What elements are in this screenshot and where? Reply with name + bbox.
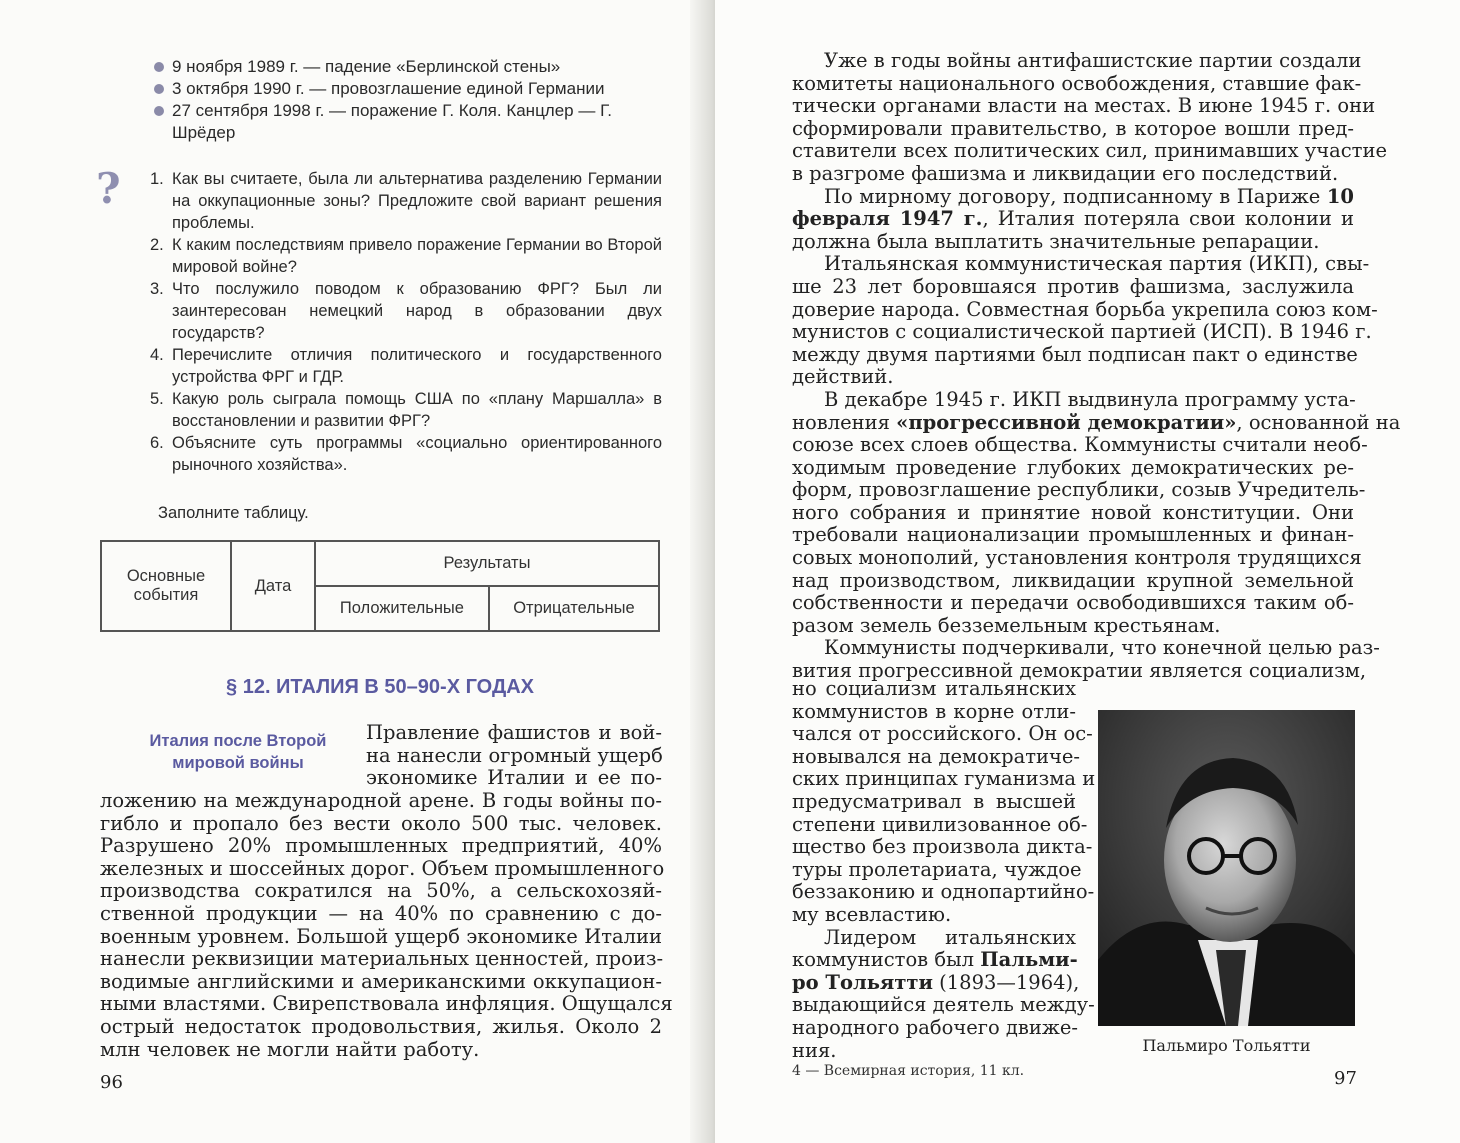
text-line: комитеты национального освобождения, ставшие фак- [792, 71, 1362, 95]
text-line: коммунистов в корне отли- [792, 699, 1076, 723]
text-line: должна была выплатить значительные репарации. [792, 229, 1320, 253]
fill-table-instruction: Заполните таблицу. [158, 504, 309, 522]
text-line: ских принципах гуманизма и [792, 767, 1096, 791]
text-line: между двумя партиями был подписан пакт о единстве [792, 342, 1358, 366]
table-header-positive: Положительные [315, 586, 489, 631]
bullet-icon [154, 106, 164, 116]
text-line: над производством, ликвидации крупной земельной [792, 568, 1354, 592]
portrait-image [1098, 710, 1355, 1026]
photo-caption: Пальмиро Тольятти [1142, 1036, 1311, 1055]
text-line: экономике Италии и ее по- [366, 766, 662, 790]
text-line: союзе всех слоев общества. Коммунисты считали необ- [792, 433, 1368, 457]
right-wrapped-text [792, 677, 1096, 1062]
review-questions [150, 168, 662, 476]
text-line: сформировали правительство, в которое вошли пред- [792, 116, 1354, 140]
text-line: производства сократился на 50%, а сельскохозяй- [100, 879, 662, 903]
text-line: форм, провозглашение республики, созыв Учредитель- [792, 478, 1366, 502]
text-line: военным уровнем. Большой ущерб экономике Италии [100, 924, 662, 948]
right-main-text [792, 49, 1401, 683]
text-line: По мирному договору, подписанному в Париже 10 [824, 184, 1354, 208]
bullet-icon [154, 84, 164, 94]
text-line: выдающийся деятель между- [792, 993, 1095, 1017]
portrait-photo [1098, 710, 1355, 1026]
question-item: 5. Какую роль сыграла помощь США по «плану Маршалла» в восстановлении и развитии ФРГ? [150, 390, 662, 430]
date-bullet: 3 октября 1990 г. — провозглашение единой Германии [152, 78, 672, 100]
left-page [0, 0, 715, 1143]
date-bullet: 9 ноября 1989 г. — падение «Берлинской стены» [152, 56, 672, 78]
text-line: ложению на международной арене. В годы войны по- [100, 789, 662, 812]
text-line: Уже в годы войны антифашистские партии создали [824, 49, 1362, 72]
table-header-date: Дата [231, 541, 315, 631]
text-line: В декабре 1945 г. ИКП выдвинула программу уста- [824, 387, 1356, 411]
page-number-left: 96 [100, 1072, 123, 1093]
question-mark-icon: ? [96, 164, 121, 213]
text-line: вития прогрессивной демократии является социализм, [792, 659, 1367, 683]
text-line: щество без произвола дикта- [792, 835, 1093, 859]
text-line: новывался на демократиче- [792, 744, 1081, 768]
text-line: туры пролетариата, чуждое [792, 857, 1082, 881]
text-line: тически органами власти на местах. В июне 1945 г. они [792, 94, 1376, 118]
footnote: 4 — Всемирная история, 11 кл. [792, 1063, 1025, 1079]
text-line: острый недостаток продовольствия, жилья. Около 2 [100, 1014, 662, 1038]
text-line: Правление фашистов и вой- [366, 721, 662, 744]
text-line: ственной продукции — на 40% по сравнению с до- [100, 901, 662, 925]
question-item: 1. Как вы считаете, была ли альтернатива разделению Германии на оккупационные зоны? Предложите свой вариант решения проблемы. [150, 170, 662, 232]
text-line: беззаконию и однопартийно- [792, 880, 1095, 904]
section-title: § 12. ИТАЛИЯ В 50–90-Х ГОДАХ [226, 676, 534, 698]
text-line: на нанесли огромный ущерб [366, 743, 663, 767]
text-line: совых монополий, установления контроля трудящихся [792, 546, 1362, 570]
text-line: ния. [792, 1038, 837, 1062]
text-line: действий. [792, 365, 894, 389]
text-line: доверие народа. Совместная борьба укрепила союз ком- [792, 297, 1378, 321]
intro-paragraph [100, 789, 673, 1061]
text-line: чался от российского. Он ос- [792, 722, 1093, 746]
text-line: Лидером итальянских [824, 925, 1076, 949]
text-line: коммунистов был Пальми- [792, 948, 1078, 972]
text-line: ро Тольятти (1893—1964), [792, 970, 1080, 994]
text-line: новления «прогрессивной демократии», основанной на [792, 410, 1401, 434]
text-line: нанесли реквизиции материальных ценностей, произ- [100, 947, 664, 971]
text-line: собственности и передачи освободившихся таким об- [792, 591, 1354, 615]
text-line: млн человек не могли найти работу. [100, 1037, 480, 1061]
text-line: Коммунисты подчеркивали, что конечной целью раз- [824, 636, 1380, 660]
text-line: ного собрания и принятие новой конституции. Они [792, 500, 1354, 524]
text-line: ными властями. Свирепствовала инфляция. Ощущался [100, 992, 673, 1016]
question-item: 4. Перечислите отличия политического и государственного устройства ФРГ и ГДР. [150, 346, 662, 386]
text-line: февраля 1947 г., Италия потеряла свои колонии и [792, 207, 1354, 231]
text-line: предусматривал в высшей [792, 789, 1076, 813]
text-line: мунистов с социалистической партией (ИСП). В 1946 г. [792, 320, 1372, 344]
page-number-right: 97 [1334, 1068, 1357, 1089]
question-item: 6. Объясните суть программы «социально ориентированного рыночного хозяйства». [150, 434, 662, 474]
text-line: ше 23 лет боровшаяся против фашизма, заслужила [792, 274, 1354, 298]
text-line: му всевластию. [792, 902, 952, 926]
text-line: народного рабочего движе- [792, 1015, 1078, 1039]
bullet-icon [154, 62, 164, 72]
text-line: гибло и пропало без вести около 500 тыс. человек. [100, 811, 662, 835]
text-line: требовали национализации промышленных и финан- [792, 523, 1354, 547]
text-line: Разрушено 20% промышленных предприятий, 40% [100, 834, 662, 858]
question-item: 3. Что послужило поводом к образованию ФРГ? Был ли заинтересован немецкий народ в образовании двух государств? [150, 280, 662, 342]
text-line: Итальянская коммунистическая партия (ИКП), свы- [824, 252, 1370, 276]
text-line: но социализм итальянских [792, 677, 1076, 700]
text-line: ходимым проведение глубоких демократических ре- [792, 455, 1354, 479]
table-header-negative: Отрицательные [489, 586, 659, 631]
side-heading: Италия после Второй мировой войны [149, 732, 327, 772]
date-bullet-list [152, 56, 672, 144]
date-bullet: 27 сентября 1998 г. — поражение Г. Коля. Канцлер — Г. Шрёдер [152, 100, 672, 144]
text-line: водимые английскими и американскими оккупацион- [100, 969, 662, 993]
intro-paragraph-start [366, 722, 662, 790]
table-header-events: Основные события [101, 541, 231, 631]
question-item: 2. К каким последствиям привело поражение Германии во Второй мировой войне? [150, 236, 662, 276]
text-line: железных и шоссейных дорог. Объем промышленного [100, 856, 665, 880]
text-line: в разгроме фашизма и ликвидации его последствий. [792, 161, 1339, 185]
text-line: разом земель безземельным крестьянам. [792, 613, 1221, 637]
table-header-results: Результаты [315, 541, 659, 586]
text-line: ставители всех политических сил, принимавших участие [792, 139, 1387, 163]
text-line: степени цивилизованное об- [792, 812, 1088, 836]
fill-in-table [100, 540, 660, 632]
